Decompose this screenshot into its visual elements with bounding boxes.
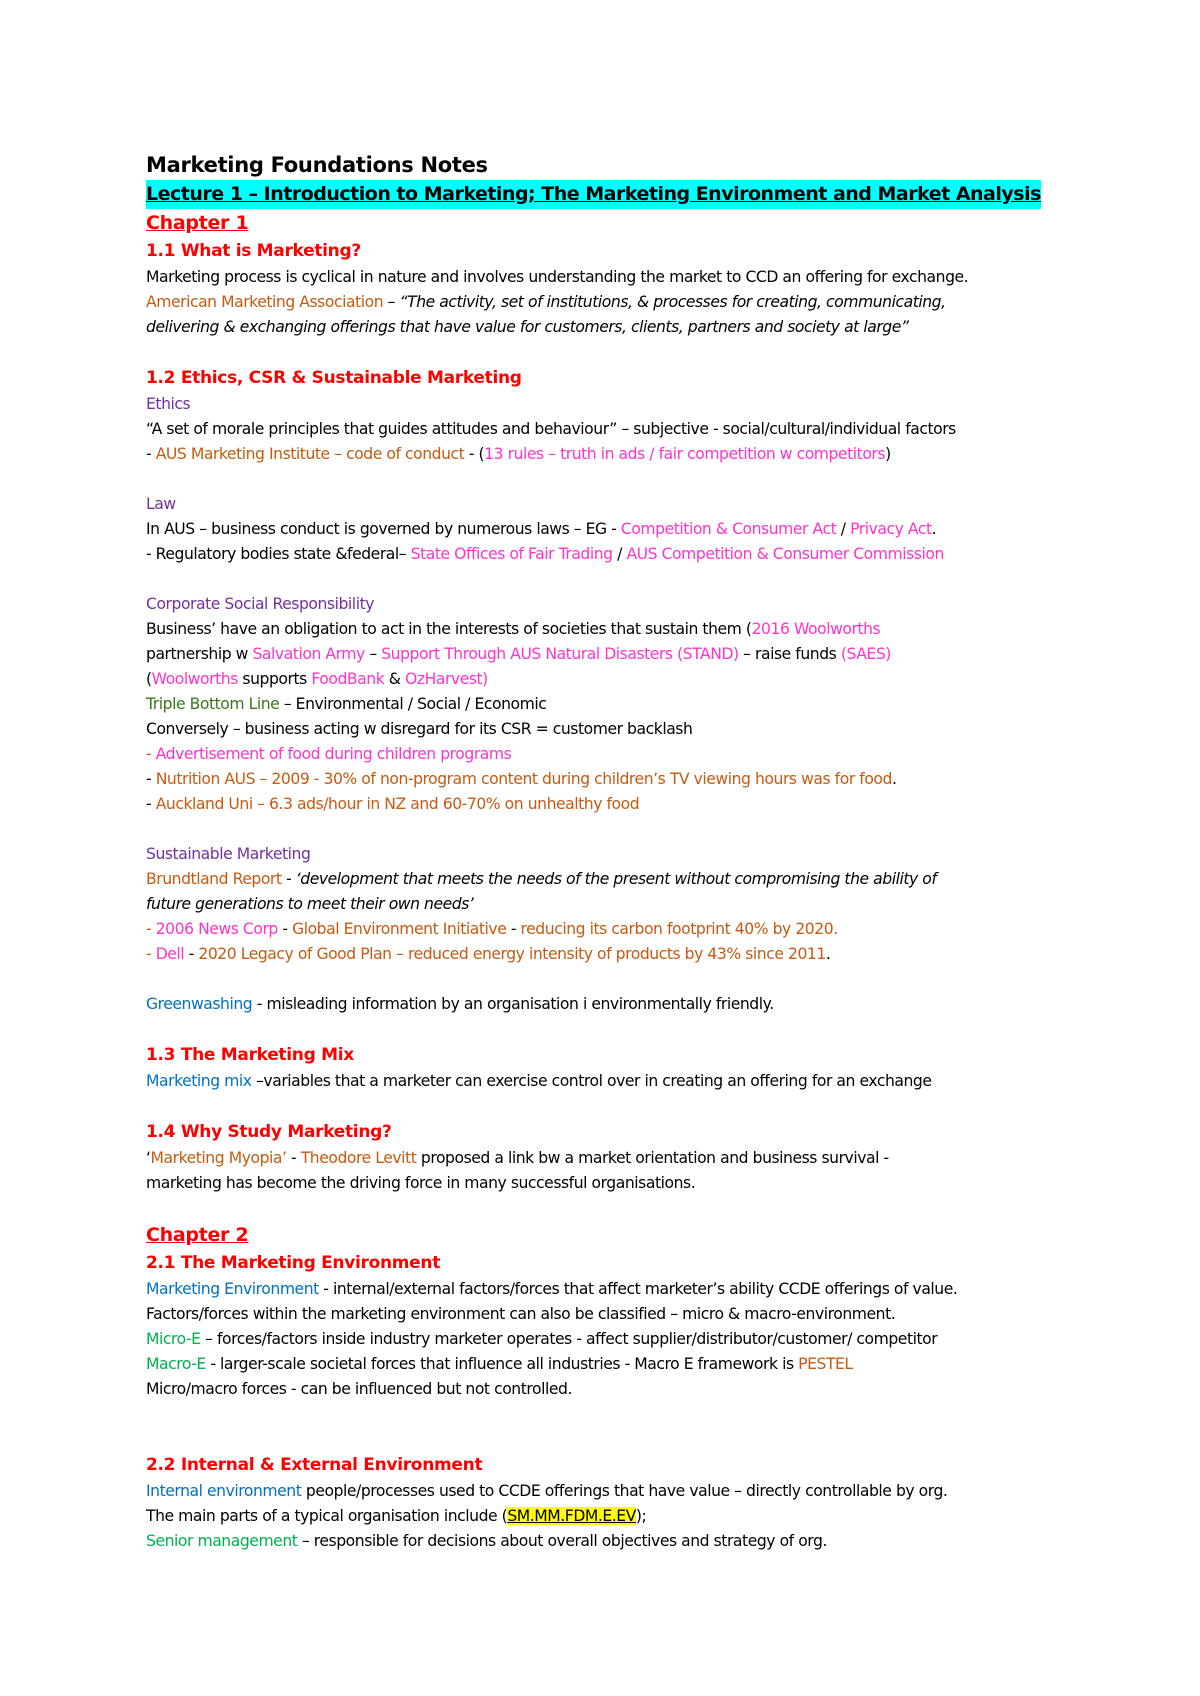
ami-rules: 13 rules – truth in ads / fair competition w competitors xyxy=(484,445,886,463)
brundtland-line xyxy=(146,867,1086,892)
ethics-definition: “A set of morale principles that guides attitudes and behaviour” – subjective - social/cultural/individual factors xyxy=(146,420,956,438)
senior-management-line xyxy=(146,1529,1086,1554)
paren: ) xyxy=(885,445,891,463)
separator: – xyxy=(383,293,400,311)
news-corp-label: 2006 News Corp xyxy=(155,920,278,938)
document-page xyxy=(146,150,1086,1554)
separator: - xyxy=(277,920,293,938)
advert-text: Advertisement of food during children programs xyxy=(155,745,512,763)
law-line-1 xyxy=(146,517,1086,542)
separator: / xyxy=(612,545,627,563)
bullet-dash: - xyxy=(146,770,156,788)
greenwashing-line xyxy=(146,992,1086,1017)
section-1-2-heading: 1.2 Ethics, CSR & Sustainable Marketing xyxy=(146,368,522,388)
myopia-line-2: marketing has become the driving force in many successful organisations. xyxy=(146,1174,696,1192)
greenwashing-label: Greenwashing xyxy=(146,995,253,1013)
law-line-2 xyxy=(146,542,1086,567)
section-1-1-heading: 1.1 What is Marketing? xyxy=(146,241,361,261)
micro-e-label: Micro-E xyxy=(146,1330,201,1348)
conversely-line: Conversely – business acting w disregard for its CSR = customer backlash xyxy=(146,720,693,738)
section-1-3-heading: 1.3 The Marketing Mix xyxy=(146,1045,354,1065)
accc: AUS Competition & Consumer Commission xyxy=(626,545,944,563)
chapter-2-heading: Chapter 2 xyxy=(146,1224,249,1246)
period: . xyxy=(891,770,897,788)
separator: - ( xyxy=(464,445,485,463)
dell-label: Dell xyxy=(155,945,185,963)
sustainable-marketing-label: Sustainable Marketing xyxy=(146,845,311,863)
levitt-label: Theodore Levitt xyxy=(300,1149,417,1167)
bullet-dash: - xyxy=(146,745,156,763)
separator: - xyxy=(281,870,296,888)
tbl-text: – Environmental / Social / Economic xyxy=(279,695,547,713)
chapter-1-heading: Chapter 1 xyxy=(146,212,249,234)
brundtland-quote-continued: future generations to meet their own needs’ xyxy=(146,895,474,913)
brundtland-quote: ‘development that meets the needs of the present without compromising the ability of xyxy=(295,870,937,888)
csr-line-3 xyxy=(146,667,1086,692)
dell-text: 2020 Legacy of Good Plan – reduced energy intensity of products by 43% since 2011 xyxy=(198,945,826,963)
brundtland-label: Brundtland Report xyxy=(146,870,282,888)
period: . xyxy=(931,520,937,538)
separator: - xyxy=(506,920,521,938)
privacy-act: Privacy Act xyxy=(850,520,932,538)
myopia-label: Marketing Myopia’ xyxy=(150,1149,287,1167)
salvation-army: Salvation Army xyxy=(252,645,365,663)
myopia-text: proposed a link bw a market orientation and business survival - xyxy=(416,1149,889,1167)
macro-e-text: - larger-scale societal forces that influence all industries - Macro E framework is xyxy=(205,1355,799,1373)
internal-env-label: Internal environment xyxy=(146,1482,302,1500)
main-parts-end: ); xyxy=(635,1507,647,1525)
nutrition-line xyxy=(146,767,1086,792)
law-text: - Regulatory bodies state &federal– xyxy=(146,545,411,563)
section-2-2-heading: 2.2 Internal & External Environment xyxy=(146,1455,483,1475)
gei-label: Global Environment Initiative xyxy=(292,920,507,938)
micro-e-text: – forces/factors inside industry marketer operates - affect supplier/distributor/customer/ competitor xyxy=(200,1330,938,1348)
csr-label: Corporate Social Responsibility xyxy=(146,595,375,613)
ama-quote: “The activity, set of institutions, & processes for creating, communicating, xyxy=(399,293,946,311)
csr-text: Business’ have an obligation to act in the interests of societies that sustain them ( xyxy=(146,620,752,638)
marketing-env-label: Marketing Environment xyxy=(146,1280,319,1298)
csr-line-2 xyxy=(146,642,1086,667)
greenwashing-text: - misleading information by an organisation i environmentally friendly. xyxy=(252,995,774,1013)
paren: ( xyxy=(146,670,152,688)
internal-env-line xyxy=(146,1479,1086,1504)
ama-definition-line xyxy=(146,290,1086,315)
marketing-mix-label: Marketing mix xyxy=(146,1072,252,1090)
separator: - xyxy=(184,945,199,963)
foodbank: FoodBank xyxy=(311,670,385,688)
advert-line xyxy=(146,742,1086,767)
bullet-dash: - xyxy=(146,945,156,963)
tbl-label: Triple Bottom Line xyxy=(146,695,280,713)
law-label: Law xyxy=(146,495,176,513)
micro-e-line xyxy=(146,1327,1086,1352)
nutrition-text: Nutrition AUS – 2009 - 30% of non-program content during children’s TV viewing hours was for food xyxy=(155,770,892,788)
ethics-label: Ethics xyxy=(146,395,191,413)
woolworths: Woolworths xyxy=(151,670,238,688)
section-1-4-heading: 1.4 Why Study Marketing? xyxy=(146,1122,392,1142)
bullet-dash: - xyxy=(146,445,156,463)
bullet-dash: - xyxy=(146,920,156,938)
marketing-env-line xyxy=(146,1277,1086,1302)
main-parts-line xyxy=(146,1504,1086,1529)
news-corp-text: reducing its carbon footprint 40% by 2020. xyxy=(520,920,838,938)
main-parts-text: The main parts of a typical organisation include ( xyxy=(146,1507,508,1525)
ozharvest: OzHarvest) xyxy=(405,670,488,688)
ami-label: AUS Marketing Institute – code of conduct xyxy=(155,445,465,463)
senior-management-text: – responsible for decisions about overall objectives and strategy of org. xyxy=(297,1532,827,1550)
marketing-mix-text: –variables that a marketer can exercise control over in creating an offering for an exchange xyxy=(251,1072,932,1090)
state-offices: State Offices of Fair Trading xyxy=(410,545,613,563)
lecture-heading: Lecture 1 – Introduction to Marketing; The Marketing Environment and Market Analysis xyxy=(146,180,1041,209)
period: . xyxy=(825,945,831,963)
ama-quote-continued: delivering & exchanging offerings that have value for customers, clients, partners and society at large” xyxy=(146,318,909,336)
ama-label: American Marketing Association xyxy=(146,293,384,311)
woolworths-2016: 2016 Woolworths xyxy=(751,620,881,638)
auckland-line xyxy=(146,792,1086,817)
separator: – xyxy=(364,645,382,663)
ami-line xyxy=(146,442,1086,467)
tbl-line xyxy=(146,692,1086,717)
separator: & xyxy=(384,670,406,688)
stand: Support Through AUS Natural Disasters (STAND) xyxy=(381,645,739,663)
law-text: In AUS – business conduct is governed by numerous laws – EG - xyxy=(146,520,621,538)
auckland-text: Auckland Uni – 6.3 ads/hour in NZ and 60-70% on unhealthy food xyxy=(155,795,640,813)
marketing-env-text: - internal/external factors/forces that affect marketer’s ability CCDE offerings of value. xyxy=(318,1280,958,1298)
news-corp-line xyxy=(146,917,1086,942)
acronym-highlight: SM.MM.FDM.E.EV xyxy=(507,1507,636,1525)
csr-line-1 xyxy=(146,617,1086,642)
senior-management-label: Senior management xyxy=(146,1532,298,1550)
document-title: Marketing Foundations Notes xyxy=(146,153,488,177)
csr-text: partnership w xyxy=(146,645,253,663)
internal-env-text: people/processes used to CCDE offerings that have value – directly controllable by org. xyxy=(301,1482,948,1500)
quote-mark: ‘ xyxy=(146,1149,151,1167)
dell-line xyxy=(146,942,1086,967)
macro-e-line xyxy=(146,1352,1086,1377)
paragraph: Marketing process is cyclical in nature and involves understanding the market to CCD an offering for exchange. xyxy=(146,268,969,286)
saes: (SAES) xyxy=(840,645,891,663)
macro-e-label: Macro-E xyxy=(146,1355,206,1373)
separator: - xyxy=(286,1149,301,1167)
cca-link: Competition & Consumer Act xyxy=(620,520,837,538)
myopia-line xyxy=(146,1146,1086,1171)
micro-macro-forces-line: Micro/macro forces - can be influenced but not controlled. xyxy=(146,1380,572,1398)
bullet-dash: - xyxy=(146,795,156,813)
csr-text: supports xyxy=(237,670,312,688)
factors-line: Factors/forces within the marketing environment can also be classified – micro & macro-environment. xyxy=(146,1305,896,1323)
section-2-1-heading: 2.1 The Marketing Environment xyxy=(146,1253,441,1273)
csr-text: – raise funds xyxy=(738,645,841,663)
separator: / xyxy=(836,520,851,538)
pestel-label: PESTEL xyxy=(798,1355,853,1373)
marketing-mix-line xyxy=(146,1069,1086,1094)
